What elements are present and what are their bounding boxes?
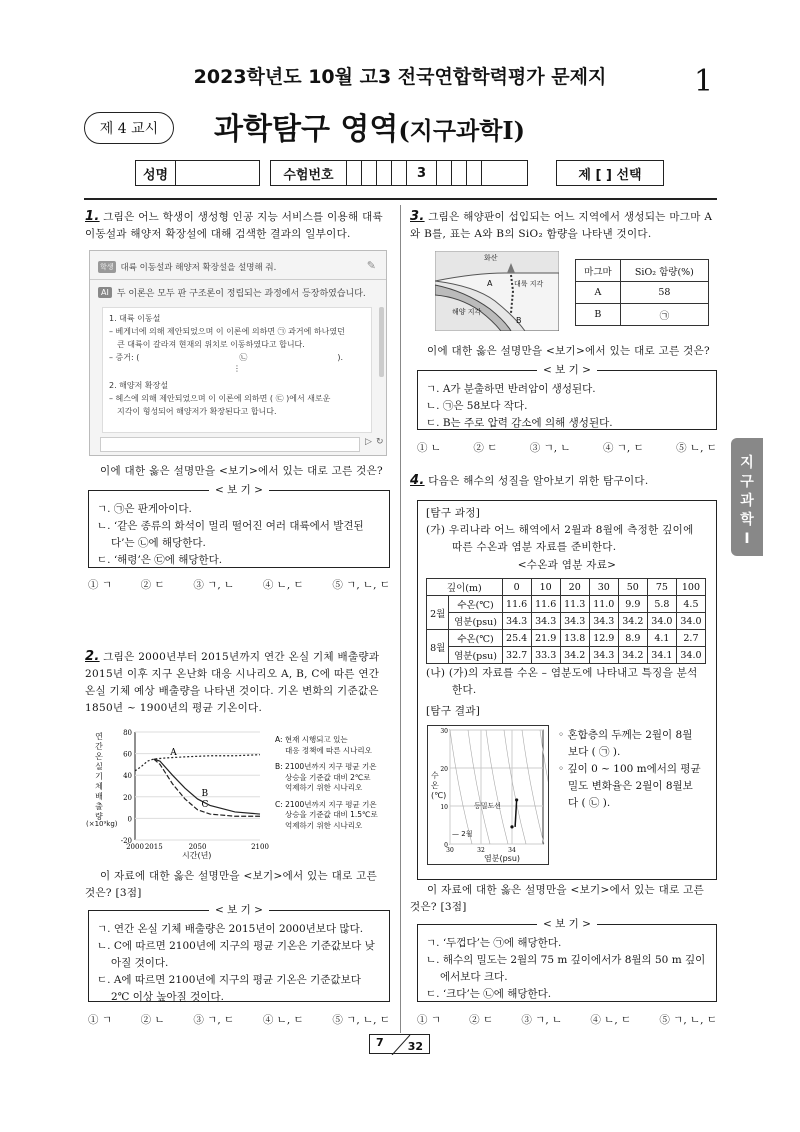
result-line: 보다 ( ㉠ ). [568, 746, 621, 758]
depth: 30 [589, 579, 618, 596]
q2-bogi-item: 2℃ 이상 높아질 것이다. [111, 991, 224, 1003]
choice-5[interactable]: ⑤ ㄴ, ㄷ [676, 442, 717, 454]
cell: 34.1 [647, 647, 676, 664]
q2-stem-line: 2015년 이후 지구 온난화 대응 시나리오 A, B, C에 따른 연간 [85, 668, 380, 680]
choice-1[interactable]: ① ㄱ [417, 1014, 441, 1026]
x-tick-label: 2000 [126, 843, 144, 851]
ts-legend: — 2월 [452, 830, 473, 838]
send-icon[interactable]: ▷ [365, 437, 372, 447]
q4-prompt-2: 것은? [3점] [410, 901, 467, 913]
choice-5[interactable]: ⑤ ㄱ, ㄴ, ㄷ [332, 579, 390, 591]
q2-bogi [88, 904, 390, 1003]
seafloor-line2: 지각이 형성되어 해양저가 확장된다고 합니다. [117, 407, 277, 416]
emission-y-label: 연간 온실 기체 배출량 [95, 732, 103, 821]
q2-stem-line: 온실 기체 예상 배출량을 나타낸 것이다. 기온 변화의 기준값은 [85, 685, 379, 697]
q1-prompt: 이에 대한 옳은 설명만을 <보기>에서 있는 대로 고른 것은? [100, 465, 383, 477]
y-tick-label: 20 [123, 793, 132, 802]
page-current: 7 [376, 1036, 384, 1049]
chat-scrollbar[interactable] [379, 307, 384, 377]
isopycnal-label: 등밀도선 [474, 802, 502, 810]
q3-bogi-item: ㄱ. A가 분출하면 반려암이 생성된다. [426, 383, 596, 395]
choice-5[interactable]: ⑤ ㄱ, ㄴ, ㄷ [659, 1014, 717, 1026]
month-feb: 2월 [427, 596, 449, 630]
subject-main: 과학탐구 영역 [214, 112, 399, 147]
q3-number: 3. [410, 209, 425, 224]
q1-choices [88, 577, 390, 592]
q3-prompt: 이에 대한 옳은 설명만을 <보기>에서 있는 대로 고른 것은? [427, 345, 710, 357]
th-sio2: SiO₂ 함량(%) [620, 260, 708, 282]
cell: 9.9 [618, 596, 647, 613]
result-title: [탐구 결과] [426, 705, 481, 717]
q4-choices [417, 1012, 717, 1027]
temp-label: 수온(℃) [449, 630, 502, 647]
continental-drift-line1: – 베게너에 의해 제안되었으며 이 이론에 의하면 ㉠ 과거에 하나였던 [109, 327, 345, 336]
chat-divider [90, 279, 386, 280]
feb-profile [515, 800, 517, 827]
feb-temp-row [427, 596, 706, 613]
exam-number-cell[interactable] [467, 161, 482, 185]
emission-chart-plot [121, 729, 269, 851]
legend-a: A: 현재 시행되고 있는 [275, 735, 348, 744]
cell: 11.0 [589, 596, 618, 613]
q2-choices [88, 1012, 390, 1027]
side-tab-char: 구 [740, 474, 754, 490]
cell: 34.2 [618, 647, 647, 664]
legend-a-2: 대응 정책에 따른 시나리오 [285, 745, 372, 755]
choice-5[interactable]: ⑤ ㄱ, ㄴ, ㄷ [332, 1014, 390, 1026]
q1-number: 1. [85, 209, 100, 224]
side-tab-char: 지 [740, 455, 754, 471]
isopycnal-line [468, 730, 490, 844]
choice-1[interactable]: ① ㄱ [88, 579, 112, 591]
cell: 34.0 [676, 613, 705, 630]
q3-stem-line2: 와 B를, 표는 A와 B의 SiO₂ 함량을 나타낸 것이다. [410, 228, 652, 240]
choice-2[interactable]: ② ㄷ [140, 579, 165, 591]
side-tab-char: 학 [740, 512, 754, 528]
y-tick-label: 20 [440, 766, 448, 773]
sal-label: 염분(psu) [449, 647, 502, 664]
x-tick-label: 32 [477, 847, 485, 854]
header-rule [84, 198, 717, 200]
chat-input[interactable] [100, 437, 360, 452]
feb-point-bottom [510, 825, 513, 828]
exam-number-cell[interactable] [437, 161, 452, 185]
legend-b-3: 억제하기 위한 시나리오 [285, 783, 363, 792]
q2-prompt: 이 자료에 대한 옳은 설명만을 <보기>에서 있는 대로 고른 [100, 870, 378, 882]
y-tick-label: 40 [123, 772, 132, 781]
sal-label: 염분(psu) [449, 613, 502, 630]
q2-bogi-item: ㄷ. A에 따르면 2100년에 지구의 평균 기온은 기준값보다 [97, 974, 361, 986]
evidence-label: – 증거: ( [109, 353, 140, 362]
series-label-B: B [201, 788, 209, 799]
q2-number: 2. [85, 649, 100, 664]
subject-side-tab [731, 438, 763, 556]
depth: 20 [560, 579, 589, 596]
ocean-crust-label: 해양 지각 [452, 308, 482, 316]
q2-stem-line: 그림은 2000년부터 2015년까지 연간 온실 기체 배출량과 [103, 651, 380, 663]
q1-stem [85, 208, 390, 243]
q2-bogi-item: ㄱ. 연간 온실 기체 배출량은 2015년이 2000년보다 많다. [97, 923, 364, 935]
result-line: 다 ( ㉡ ). [568, 797, 611, 809]
q3-bogi [417, 364, 717, 430]
cell-a-val: 58 [620, 282, 708, 304]
legend-c-3: 억제하기 위한 시나리오 [285, 820, 363, 830]
user-message-text: 대륙 이동설과 해양저 확장설을 설명해 줘. [120, 263, 277, 273]
x-tick-label: 2100 [251, 843, 269, 851]
x-tick-label: 34 [508, 847, 516, 854]
table-title: <수온과 염분 자료> [517, 559, 617, 571]
q3-bogi-title: < 보 기 > [537, 364, 597, 376]
choice-2[interactable]: ② ㄷ [469, 1014, 494, 1026]
cell: 34.0 [676, 647, 705, 664]
exam-number-cell[interactable] [362, 161, 377, 185]
subject-sub: (지구과학Ⅰ) [398, 116, 526, 145]
cell: 34.0 [647, 613, 676, 630]
result-line: ◦ 혼합층의 두께는 2월이 8월 [558, 729, 693, 741]
isopycnal-line [540, 730, 548, 844]
cell: 12.9 [589, 630, 618, 647]
x-tick-label: 30 [446, 847, 454, 854]
legend-c-2: 상승을 기준값 대비 1.5℃로 [285, 810, 378, 819]
session-label: 제 4 교시 [84, 112, 174, 144]
cell: 32.7 [502, 647, 531, 664]
continental-drift-title: 1. 대륙 이동설 [109, 314, 161, 323]
cell: 4.5 [676, 596, 705, 613]
q2-prompt-2: 것은? [3점] [85, 887, 142, 899]
y-tick-label: 0 [127, 815, 132, 824]
q1-stem-line1: 그림은 어느 학생이 생성형 인공 지능 서비스를 이용해 대륙 [103, 211, 383, 223]
cell: 34.3 [589, 647, 618, 664]
cell: 34.3 [560, 613, 589, 630]
cell: 4.1 [647, 630, 676, 647]
q4-bogi [417, 918, 717, 1002]
q2-stem [85, 648, 393, 717]
q1-bogi-item: ㄴ. ‘같은 종류의 화석이 멀리 떨어진 여러 대륙에서 발견된 [97, 520, 364, 532]
ai-message-text: 두 이론은 모두 판 구조론이 정립되는 과정에서 등장하였습니다. [116, 289, 366, 299]
exam-title: 2023학년도 10월 고3 전국연합학력평가 문제지 [193, 66, 607, 88]
user-message [98, 261, 276, 273]
cell: 33.3 [531, 647, 560, 664]
page-total: 32 [407, 1040, 423, 1053]
q1-stem-line2: 이동설과 해양저 확장설에 대해 검색한 결과의 일부이다. [85, 228, 351, 240]
y-tick-label: 10 [440, 804, 448, 811]
choice-2[interactable]: ② ㄴ [140, 1014, 165, 1026]
cell: 13.8 [560, 630, 589, 647]
q1-bogi-title: < 보 기 > [209, 484, 269, 496]
legend-b: B: 2100년까지 지구 평균 기온 [275, 762, 377, 771]
depth-row [427, 579, 706, 596]
aug-sal-row [427, 647, 706, 664]
q4-bogi-title: < 보 기 > [537, 918, 597, 930]
q2-bogi-item: ㄴ. C에 따르면 2100년에 지구의 평균 기온은 기준값보다 낮 [97, 940, 375, 952]
cell: 21.9 [531, 630, 560, 647]
magma-a-label: A [487, 279, 493, 288]
result-line: 밀도 변화율은 2월이 8월보 [568, 780, 693, 792]
cell: 25.4 [502, 630, 531, 647]
isopycnal-line [504, 730, 526, 844]
step-na-2: 한다. [452, 684, 477, 696]
scenario-legend [275, 735, 393, 831]
isopycnal-line [486, 730, 508, 844]
ai-chat-figure [89, 250, 387, 456]
isopycnal-line [450, 730, 472, 844]
choice-2[interactable]: ② ㄷ [473, 442, 498, 454]
q2-bogi-title: < 보 기 > [209, 904, 269, 916]
th-magma: 마그마 [576, 260, 621, 282]
cell: 34.3 [589, 613, 618, 630]
q4-number: 4. [410, 473, 425, 488]
exam-number-cell[interactable] [347, 161, 362, 185]
q2-stem-line: 1850년 ~ 1900년의 평균 기온이다. [85, 702, 263, 714]
month-aug: 8월 [427, 630, 449, 664]
q4-inquiry-box [417, 500, 717, 880]
sio2-table [575, 259, 709, 326]
cell: 34.2 [618, 613, 647, 630]
side-tab-char: Ⅰ [744, 531, 750, 547]
ts-diagram [428, 726, 548, 864]
cell: 34.3 [531, 613, 560, 630]
page-indicator [369, 1034, 430, 1054]
ts-y-label: 수온(℃) [431, 771, 447, 800]
q2-bogi-item: 아질 것이다. [111, 957, 169, 969]
crust-label: 대륙 지각 [514, 280, 544, 288]
step-na-1: (나) (가)의 자료를 수온 – 염분도에 나타내고 특징을 분석 [426, 667, 698, 679]
cell: 8.9 [618, 630, 647, 647]
selection-label: 제 [ ] 선택 [578, 167, 642, 183]
page-number: 1 [694, 64, 714, 99]
depth: 100 [676, 579, 705, 596]
choice-3[interactable]: ③ ㄱ, ㄴ [521, 1014, 563, 1026]
result-line: ◦ 깊이 0 ~ 100 m에서의 평균 [558, 763, 701, 775]
result-text [558, 727, 710, 812]
cell: 11.3 [560, 596, 589, 613]
emission-x-label: 시간(년) [182, 851, 212, 860]
cell: 2.7 [676, 630, 705, 647]
continental-drift-line2: 큰 대륙이 갈라져 현재의 위치로 이동하였다고 합니다. [117, 340, 305, 349]
legend-c: C: 2100년까지 지구 평균 기온 [275, 799, 377, 809]
feb-point-top [515, 798, 518, 801]
y-tick-label: 80 [123, 729, 132, 737]
subduction-figure [435, 251, 559, 331]
q1-bogi [88, 484, 390, 568]
temp-salinity-table [426, 578, 706, 664]
choice-3[interactable]: ③ ㄱ, ㄷ [193, 1014, 235, 1026]
exam-number-cell[interactable] [377, 161, 392, 185]
ai-answer-body [102, 307, 372, 433]
step-ga-2: 따른 수온과 염분 자료를 준비한다. [452, 541, 617, 553]
evidence-close: ). [337, 353, 344, 362]
aug-temp-row [427, 630, 706, 647]
continental-drift-evidence [109, 351, 365, 364]
q4-prompt: 이 자료에 대한 옳은 설명만을 <보기>에서 있는 대로 고른 [427, 884, 705, 896]
q4-bogi-item: ㄱ. ‘두껍다’는 ㉠에 해당한다. [426, 937, 562, 949]
plot-frame [450, 730, 543, 844]
depth: 10 [531, 579, 560, 596]
q1-bogi-item: ㄱ. ㉠은 판게아이다. [97, 503, 192, 515]
choice-3[interactable]: ③ ㄱ, ㄴ [193, 579, 235, 591]
side-tab-char: 과 [740, 493, 754, 509]
ts-x-label: 염분(psu) [484, 854, 521, 863]
selection-box [556, 160, 664, 186]
cell-b: B [576, 304, 621, 326]
depth: 0 [502, 579, 531, 596]
q1-bogi-item: 다’는 ㉡에 해당한다. [111, 537, 206, 549]
exam-number-fixed: 3 [407, 161, 437, 185]
cell: 34.2 [560, 647, 589, 664]
choice-4[interactable]: ④ ㄴ, ㄷ [262, 579, 304, 591]
proc-title: [탐구 과정] [426, 507, 481, 519]
evidence-blank: ㉡ [239, 353, 248, 362]
emission-y-unit: (×10⁹kg) [86, 820, 118, 828]
q3-bogi-item: ㄴ. ㉠은 58보다 작다. [426, 400, 528, 412]
q4-bogi-item: ㄷ. ‘크다’는 ㉡에 해당한다. [426, 988, 552, 1000]
q3-stem-line1: 그림은 해양판이 섭입되는 어느 지역에서 생성되는 마그마 A [428, 211, 713, 223]
x-tick-label: 2015 [144, 843, 163, 851]
series-label-C: C [201, 799, 209, 810]
choice-4[interactable]: ④ ㄱ, ㄷ [602, 442, 644, 454]
cell: 5.8 [647, 596, 676, 613]
exam-number-label: 수험번호 [271, 161, 347, 185]
user-badge: 학생 [100, 263, 114, 271]
cell: 11.6 [531, 596, 560, 613]
q4-bogi-item: 에서보다 크다. [440, 971, 508, 983]
isopycnal-line [522, 730, 544, 844]
ts-legend-text: 2월 [461, 830, 473, 838]
emission-chart [90, 722, 270, 864]
subject-title [214, 104, 525, 148]
y-tick-label: 0 [444, 842, 448, 849]
q1-bogi-item: ㄷ. ‘해령’은 ㉢에 해당한다. [97, 554, 223, 566]
q3-bogi-item: ㄷ. B는 주로 압력 감소에 의해 생성된다. [426, 417, 613, 429]
y-tick-label: -20 [120, 837, 132, 845]
cell: 34.3 [502, 613, 531, 630]
seafloor-line1: – 헤스에 의해 제안되었으며 이 이론에 의하면 ( ㉢ )에서 새로운 [109, 394, 331, 403]
magma-b-label: B [516, 316, 522, 325]
series-line-A [135, 755, 260, 771]
column-divider [400, 205, 401, 1033]
choice-1[interactable]: ① ㄴ [417, 442, 441, 454]
edit-icon[interactable]: ✎ [366, 259, 376, 272]
x-tick-label: 2050 [188, 843, 207, 851]
choice-3[interactable]: ③ ㄱ, ㄴ [529, 442, 571, 454]
choice-1[interactable]: ① ㄱ [88, 1014, 112, 1026]
ai-message [98, 286, 366, 299]
temp-label: 수온(℃) [449, 596, 502, 613]
exam-number-cell[interactable] [392, 161, 407, 185]
q3-stem [410, 208, 720, 243]
legend-b-2: 상승을 기준값 대비 2℃로 [285, 772, 371, 782]
ai-badge: AI [98, 287, 112, 298]
name-label: 성명 [136, 161, 176, 185]
y-tick-label: 60 [123, 750, 132, 759]
refresh-icon[interactable]: ↻ [376, 437, 384, 447]
series-label-A: A [170, 747, 177, 758]
depth: 75 [647, 579, 676, 596]
choice-4[interactable]: ④ ㄴ, ㄷ [262, 1014, 304, 1026]
seafloor-title: 2. 해양저 확장설 [109, 381, 169, 390]
y-tick-label: 30 [440, 728, 448, 735]
q3-choices [417, 440, 717, 455]
exam-number-cell[interactable] [482, 161, 527, 185]
name-box [135, 160, 260, 186]
volcano-label: 화산 [484, 254, 498, 262]
q4-bogi-item: ㄴ. 해수의 밀도는 2월의 75 m 깊이에서가 8월의 50 m 깊이 [426, 954, 706, 966]
name-field[interactable] [176, 161, 259, 185]
depth: 50 [618, 579, 647, 596]
ellipsis: ⋮ [233, 364, 241, 373]
cell: 11.6 [502, 596, 531, 613]
cell-b-val: ㉠ [620, 304, 708, 326]
depth-label: 깊이(m) [427, 579, 503, 596]
exam-number-box [270, 160, 528, 186]
feb-sal-row [427, 613, 706, 630]
q4-stem-text: 다음은 해수의 성질을 알아보기 위한 탐구이다. [428, 475, 649, 487]
choice-4[interactable]: ④ ㄴ, ㄷ [590, 1014, 632, 1026]
q4-stem [410, 472, 648, 490]
exam-number-cell[interactable] [452, 161, 467, 185]
step-ga-1: (가) 우리나라 어느 해역에서 2월과 8월에 측정한 깊이에 [426, 524, 694, 536]
cell-a: A [576, 282, 621, 304]
